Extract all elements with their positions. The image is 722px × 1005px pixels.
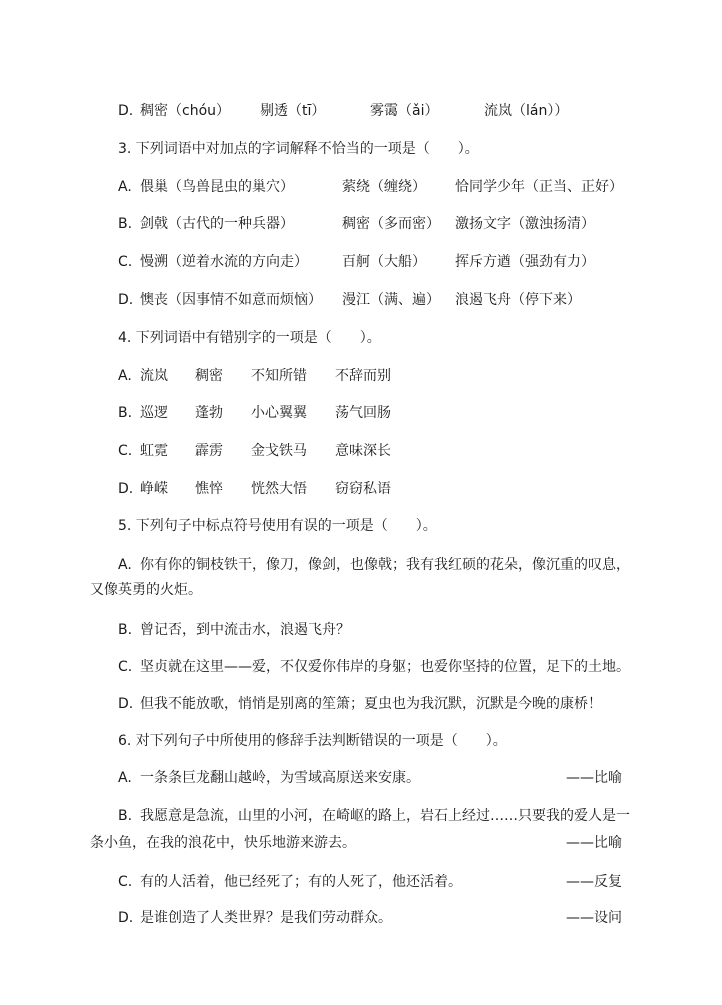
option-text-continued: 条小鱼，在我的浪花中，快乐地游来游去。 <box>90 835 356 851</box>
option-label: B. <box>118 405 133 421</box>
option-item: 懊丧（因事情不如意而烦恼） <box>140 292 322 308</box>
option-label: D. <box>118 910 134 926</box>
word-item: 流岚（lán）） <box>484 103 569 119</box>
question-6-stem: 6. 对下列句子中所使用的修辞手法判断错误的一项是（ ）。 <box>118 733 507 749</box>
option-label: D. <box>118 292 134 308</box>
rhetoric-answer: ——比喻 <box>566 770 622 786</box>
option-item: 恰同学少年（正当、正好） <box>455 179 623 195</box>
rhetoric-answer: ——设问 <box>566 910 622 926</box>
option-label: B. <box>118 216 133 232</box>
option-label: D. <box>118 481 134 497</box>
rhetoric-answer: ——比喻 <box>566 835 622 851</box>
option-text: 坚贞就在这里——爱，不仅爱你伟岸的身躯；也爱你坚持的位置，足下的土地。 <box>140 659 630 675</box>
option-item: 不知所错 <box>251 368 307 384</box>
option-item: 流岚 <box>140 368 168 384</box>
option-label: B. <box>118 622 133 638</box>
question-5-stem: 5. 下列句子中标点符号使用有误的一项是（ ）。 <box>118 518 437 534</box>
option-item: 稠密 <box>195 368 223 384</box>
option-item: 稠密（多而密） <box>342 216 440 232</box>
option-item: 窃窃私语 <box>335 481 391 497</box>
option-item: 漫江（满、遍） <box>342 292 440 308</box>
option-label: D. <box>118 696 134 712</box>
option-item: 小心翼翼 <box>251 405 307 421</box>
option-text: 我愿意是急流，山里的小河，在崎岖的路上，岩石上经过……只要我的爱人是一 <box>140 808 630 824</box>
option-text: 曾记否，到中流击水，浪遏飞舟？ <box>140 622 350 638</box>
option-item: 恍然大悟 <box>251 481 307 497</box>
option-item: 金戈铁马 <box>251 443 307 459</box>
option-item: 虹霓 <box>140 443 168 459</box>
option-label: A. <box>118 557 132 573</box>
option-item: 巡逻 <box>140 405 168 421</box>
option-item: 不辞而别 <box>335 368 391 384</box>
word-item: 雾霭（ǎi） <box>370 103 439 119</box>
option-item: 百舸（大船） <box>342 254 426 270</box>
option-label: B. <box>118 808 133 824</box>
option-text: 有的人活着，他已经死了；有的人死了，他还活着。 <box>140 874 462 890</box>
option-item: 慢溯（逆着水流的方向走） <box>140 254 308 270</box>
option-item: 剑戟（古代的一种兵器） <box>140 216 294 232</box>
option-text: 是谁创造了人类世界？是我们劳动群众。 <box>140 910 392 926</box>
option-label: D. <box>118 103 134 119</box>
option-item: 峥嵘 <box>140 481 168 497</box>
option-item: 浪遏飞舟（停下来） <box>455 292 581 308</box>
rhetoric-answer: ——反复 <box>566 874 622 890</box>
option-item: 意味深长 <box>335 443 391 459</box>
option-item: 霹雳 <box>195 443 223 459</box>
option-label: A. <box>118 179 132 195</box>
option-text: 你有你的铜枝铁干，像刀，像剑，也像戟；我有我红硕的花朵，像沉重的叹息， <box>140 557 630 573</box>
option-label: C. <box>118 659 133 675</box>
option-label: A. <box>118 368 132 384</box>
question-4-stem: 4. 下列词语中有错别字的一项是（ ）。 <box>118 330 381 346</box>
option-item: 激扬文字（激浊扬清） <box>455 216 595 232</box>
word-item: 剔透（tī） <box>260 103 326 119</box>
option-label: C. <box>118 874 133 890</box>
word-item: 稠密（chóu） <box>140 103 231 119</box>
option-text: 但我不能放歌，悄悄是别离的笙箫；夏虫也为我沉默，沉默是今晚的康桥！ <box>140 696 602 712</box>
option-text: 一条条巨龙翻山越岭，为雪域高原送来安康。 <box>140 770 420 786</box>
option-text-continued: 又像英勇的火炬。 <box>90 582 202 598</box>
option-item: 憔悴 <box>195 481 223 497</box>
option-label: C. <box>118 254 133 270</box>
option-label: C. <box>118 443 133 459</box>
option-item: 萦绕（缠绕） <box>342 179 426 195</box>
option-label: A. <box>118 770 132 786</box>
option-item: 偎巢（鸟兽昆虫的巢穴） <box>140 179 294 195</box>
option-item: 蓬勃 <box>195 405 223 421</box>
option-item: 挥斥方遒（强劲有力） <box>455 254 595 270</box>
question-3-stem: 3. 下列词语中对加点的字词解释不恰当的一项是（ ）。 <box>118 141 479 157</box>
option-item: 荡气回肠 <box>335 405 391 421</box>
